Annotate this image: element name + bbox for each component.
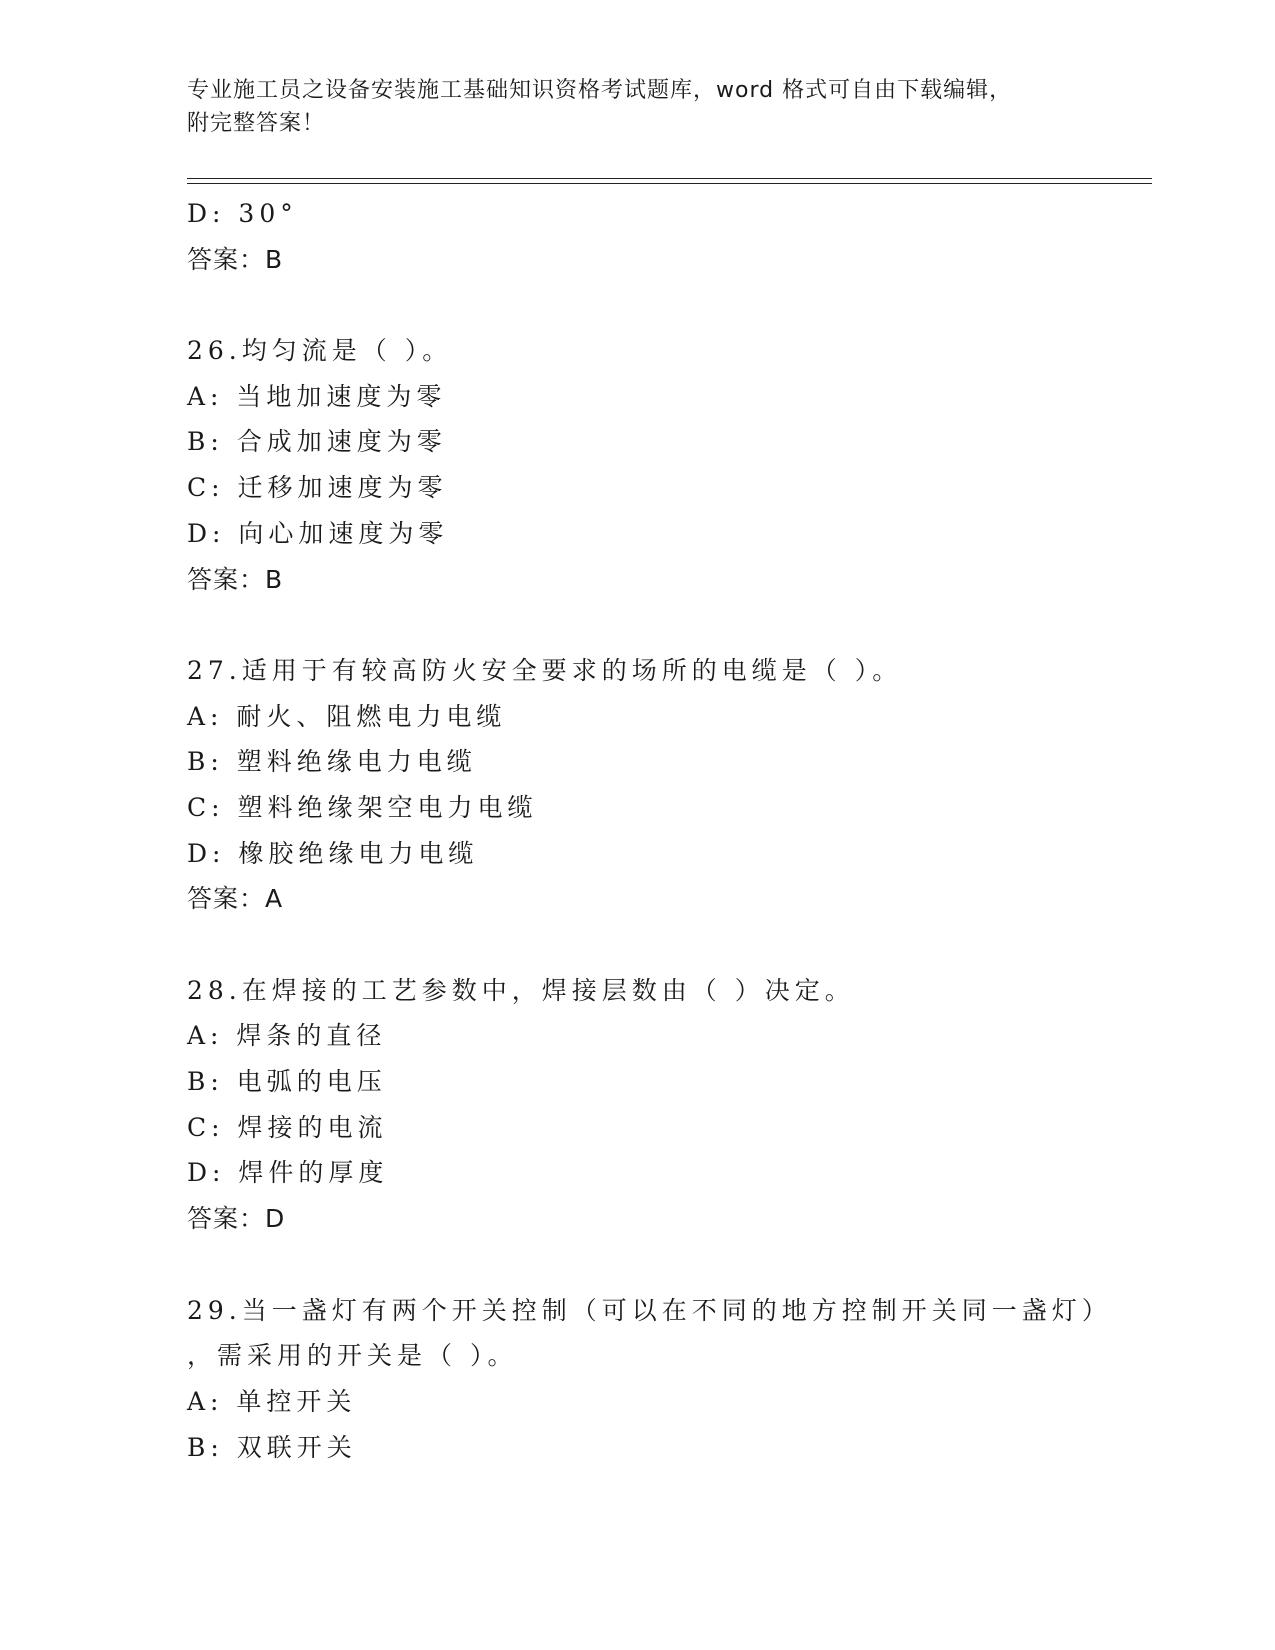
answer: 答案：B bbox=[187, 564, 284, 594]
header-divider-top bbox=[187, 178, 1152, 179]
option-b: B: 电弧的电压 bbox=[187, 1067, 387, 1097]
option-a: A: 焊条的直径 bbox=[187, 1021, 387, 1051]
question-stem: 29.当一盏灯有两个开关控制（可以在不同的地方控制开关同一盏灯） bbox=[187, 1295, 1112, 1325]
option-d: D: 向心加速度为零 bbox=[187, 518, 449, 548]
spacer bbox=[187, 602, 1147, 648]
prev-answer: 答案：B bbox=[187, 244, 284, 274]
option-c: C: 焊接的电流 bbox=[187, 1112, 388, 1142]
option-d: D: 橡胶绝缘电力电缆 bbox=[187, 838, 479, 868]
header-divider-bottom bbox=[187, 183, 1152, 184]
option-c: C: 塑料绝缘架空电力电缆 bbox=[187, 792, 538, 822]
header-line-2: 附完整答案！ bbox=[187, 111, 326, 136]
spacer bbox=[187, 922, 1147, 968]
option-b: B: 双联开关 bbox=[187, 1432, 357, 1462]
question-stem: 27.适用于有较高防火安全要求的场所的电缆是（ ）。 bbox=[187, 655, 903, 685]
spacer bbox=[187, 1242, 1147, 1288]
option-a: A: 当地加速度为零 bbox=[187, 381, 447, 411]
answer: 答案：D bbox=[187, 1204, 286, 1234]
answer: 答案：A bbox=[187, 884, 284, 914]
question-26 bbox=[187, 328, 1147, 602]
question-28 bbox=[187, 968, 1147, 1242]
question-stem: 28.在焊接的工艺参数中，焊接层数由（ ）决定。 bbox=[187, 975, 855, 1005]
question-stem-continued: ，需采用的开关是（ ）。 bbox=[187, 1341, 518, 1371]
option-c: C: 迁移加速度为零 bbox=[187, 473, 448, 503]
document-header bbox=[187, 74, 1107, 140]
option-b: B: 合成加速度为零 bbox=[187, 427, 447, 457]
question-stem: 26.均匀流是（ ）。 bbox=[187, 336, 453, 366]
option-a: A: 耐火、阻燃电力电缆 bbox=[187, 701, 507, 731]
question-list bbox=[187, 191, 1147, 1470]
option-b: B: 塑料绝缘电力电缆 bbox=[187, 747, 477, 777]
question-27 bbox=[187, 648, 1147, 922]
option-d: D: 焊件的厚度 bbox=[187, 1158, 389, 1188]
prev-option-d: D: 30° bbox=[187, 199, 298, 228]
option-a: A: 单控开关 bbox=[187, 1386, 357, 1416]
header-line-1: 专业施工员之设备安装施工基础知识资格考试题库，word 格式可自由下载编辑， bbox=[187, 78, 1013, 103]
spacer bbox=[187, 282, 1147, 328]
question-29 bbox=[187, 1288, 1147, 1471]
